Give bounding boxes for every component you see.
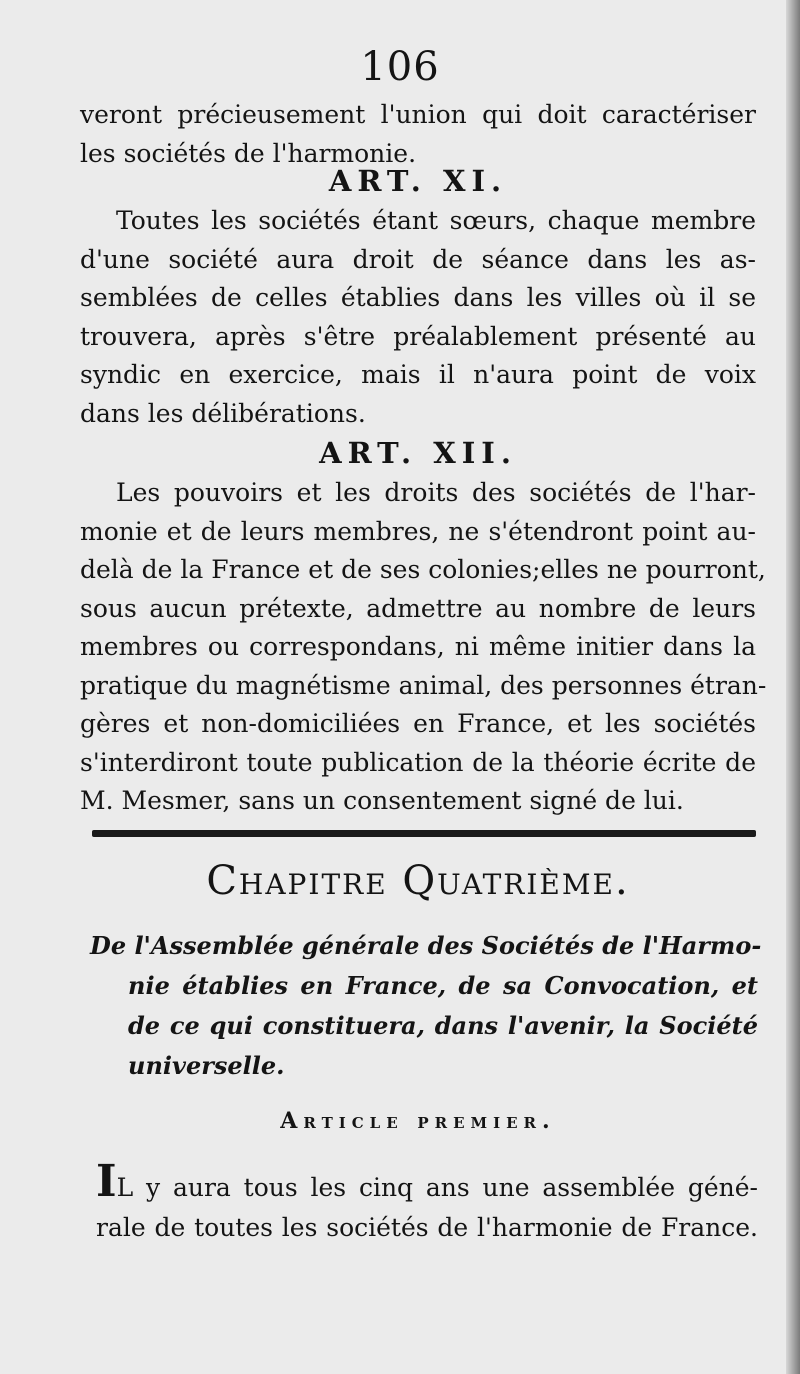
text-line: Les pouvoirs et les droits des sociétés de l'har- <box>116 478 756 507</box>
article-xii-paragraph <box>80 474 767 821</box>
chapter-subtitle <box>90 926 762 1086</box>
text-line: trouvera, après s'être préalablement présenté au <box>80 321 756 351</box>
article-xii-heading: ART. XII. <box>319 436 517 470</box>
text-line: sous aucun prétexte, admettre au nombre de leurs <box>80 593 756 623</box>
page-edge-shadow <box>786 0 800 1374</box>
text-line: s'interdiront toute publication de la théorie écrite de <box>80 747 756 777</box>
text-line: veront précieusement l'union qui doit caractériser <box>80 100 756 129</box>
drop-cap: I <box>96 1156 117 1207</box>
text-line: rale de toutes les sociétés de l'harmonie de France. <box>96 1213 758 1242</box>
text-line: gères et non-domiciliées en France, et les sociétés <box>80 709 756 738</box>
text-line: universelle. <box>128 1051 285 1080</box>
text-line: semblées de celles établies dans les villes où il se <box>80 283 756 312</box>
article-xi-heading: ART. XI. <box>328 164 508 198</box>
article-premier-heading: Article premier. <box>280 1108 556 1134</box>
text-line: les sociétés de l'harmonie. <box>80 138 417 168</box>
text-line: M. Mesmer, sans un consentement signé de lui. <box>80 786 684 815</box>
text-line: pratique du magnétisme animal, des personnes étran- <box>80 670 767 700</box>
page-number: 106 <box>360 44 440 90</box>
text-line: membres ou correspondans, ni même initier dans la <box>80 632 756 661</box>
text-line <box>96 1156 758 1208</box>
text-line: de ce qui constituera, dans l'avenir, la Société <box>128 1011 758 1040</box>
intro-paragraph <box>80 96 756 173</box>
text-line-rest: L y aura tous les cinq ans une assemblée géné- <box>116 1173 758 1202</box>
text-line: delà de la France et de ses colonies;elles ne pourront, <box>80 555 766 584</box>
text-line: syndic en exercice, mais il n'aura point de voix <box>80 360 756 389</box>
article-premier-paragraph <box>96 1156 758 1248</box>
text-line: dans les délibérations. <box>80 398 366 428</box>
text-line: d'une société aura droit de séance dans les as- <box>80 244 756 274</box>
chapter-divider-rule <box>92 830 756 837</box>
article-xi-paragraph <box>80 202 756 433</box>
text-line: monie et de leurs membres, ne s'étendront point au- <box>80 516 756 546</box>
text-line: De l'Assemblée générale des Sociétés de l'Harmo- <box>90 931 762 960</box>
text-line: Toutes les sociétés étant sœurs, chaque membre <box>116 206 756 235</box>
chapter-title: Chapitre Quatrième. <box>206 858 630 904</box>
text-line: nie établies en France, de sa Convocation, et <box>128 971 758 1000</box>
